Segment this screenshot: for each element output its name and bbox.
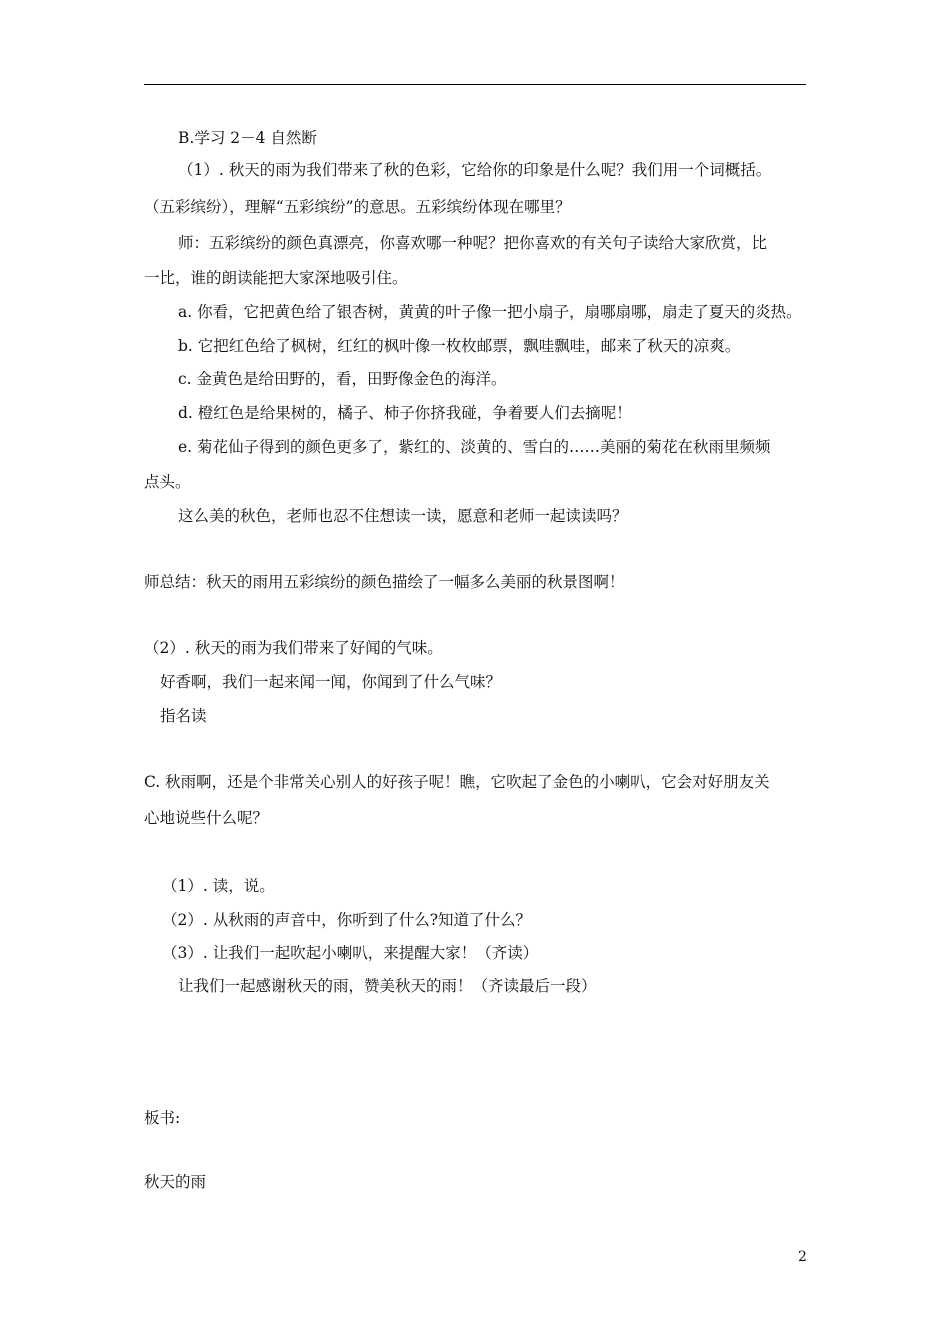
item-a: a. 你看，它把黄色给了银杏树，黄黄的叶子像一把小扇子，扇哪扇哪，扇走了夏天的炎热。 (178, 303, 802, 321)
question-2-prompt: 好香啊，我们一起来闻一闻，你闻到了什么气味？ (160, 673, 502, 691)
closing-line: 让我们一起感谢秋天的雨，赞美秋天的雨！（齐读最后一段） (178, 977, 597, 995)
question-2-read: 指名读 (160, 707, 207, 725)
teacher-line-1: 师：五彩缤纷的颜色真漂亮，你喜欢哪一种呢？把你喜欢的有关句子读给大家欣赏，比 (178, 234, 768, 252)
item-c: c. 金黄色是给田野的，看，田野像金色的海洋。 (178, 370, 507, 388)
item-d: d. 橙红色是给果树的，橘子、柿子你挤我碰，争着要人们去摘呢！ (178, 404, 632, 422)
board-label: 板书: (144, 1109, 181, 1127)
question-2: （2）. 秋天的雨为我们带来了好闻的气味。 (144, 639, 443, 657)
section-c-intro-line-1: C. 秋雨啊，还是个非常关心别人的好孩子呢！瞧，它吹起了金色的小喇叭，它会对好朋友关 (144, 773, 770, 791)
question-1-line-2: （五彩缤纷），理解“五彩缤纷”的意思。五彩缤纷体现在哪里？ (144, 198, 571, 216)
header-rule (144, 84, 806, 85)
section-c-intro-line-2: 心地说些什么呢？ (144, 809, 269, 827)
read-together-prompt: 这么美的秋色，老师也忍不住想读一读，愿意和老师一起读读吗？ (178, 507, 628, 525)
teacher-line-2: 一比，谁的朗读能把大家深地吸引住。 (144, 269, 408, 287)
question-1-line-1: （1）. 秋天的雨为我们带来了秋的色彩，它给你的印象是什么呢？我们用一个词概括。 (178, 161, 772, 179)
page-number: 2 (798, 1249, 807, 1265)
step-2: （2）. 从秋雨的声音中，你听到了什么?知道了什么？ (162, 911, 532, 929)
item-b: b. 它把红色给了枫树，红红的枫叶像一枚枚邮票，飘哇飘哇，邮来了秋天的凉爽。 (178, 337, 741, 355)
step-1: （1）. 读，说。 (162, 877, 275, 895)
section-b-heading: B.学习 2－4 自然断 (178, 129, 317, 147)
board-title: 秋天的雨 (144, 1173, 207, 1191)
teacher-summary: 师总结：秋天的雨用五彩缤纷的颜色描绘了一幅多么美丽的秋景图啊！ (144, 573, 625, 591)
step-3: （3）. 让我们一起吹起小喇叭，来提醒大家！（齐读） (162, 944, 539, 962)
item-e-line-2: 点头。 (144, 473, 191, 491)
item-e-line-1: e. 菊花仙子得到的颜色更多了，紫红的、淡黄的、雪白的……美丽的菊花在秋雨里频频 (178, 438, 771, 456)
